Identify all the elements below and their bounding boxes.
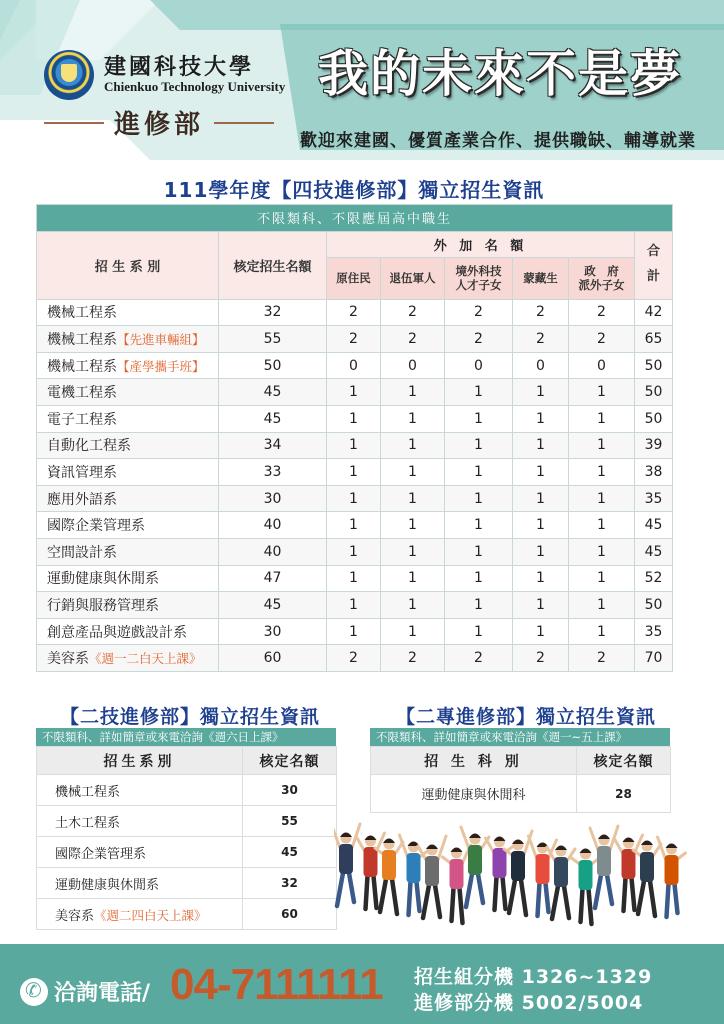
header-quota: 核定招生名額 <box>219 231 327 299</box>
cell-e5: 1 <box>569 405 635 432</box>
cell-e2: 2 <box>381 645 445 672</box>
cell-e2: 1 <box>381 432 445 459</box>
dept-label: 應用外語系 <box>47 491 117 508</box>
dept-name <box>37 352 219 379</box>
dept-label: 行銷與服務管理系 <box>47 597 159 614</box>
table-row <box>371 775 671 813</box>
dept-note: 《週二四白天上課》 <box>94 907 207 923</box>
cell-quota: 55 <box>243 806 337 837</box>
cell-e2: 2 <box>381 299 445 326</box>
dept-name <box>37 538 219 565</box>
cell-e2: 1 <box>381 512 445 539</box>
phone-number[interactable]: 04-7111111 <box>170 960 383 1009</box>
school-name-cn: 建國科技大學 <box>104 54 255 80</box>
students-jumping-illustration <box>334 820 694 942</box>
dept-name <box>37 379 219 406</box>
cell-e3: 1 <box>445 618 513 645</box>
two-year-note: 不限類科、詳如簡章或來電洽詢《週六日上課》 <box>36 728 336 746</box>
cell-e4: 2 <box>513 645 569 672</box>
cell-e3: 1 <box>445 432 513 459</box>
cell-e2: 1 <box>381 538 445 565</box>
cell-e1: 1 <box>327 485 381 512</box>
dept-name <box>37 618 219 645</box>
department-name: 進修部 <box>113 110 204 140</box>
dept-label: 自動化工程系 <box>47 438 131 455</box>
dept-label: 電機工程系 <box>47 385 117 402</box>
cell-e5: 1 <box>569 459 635 486</box>
dept-name <box>37 899 243 930</box>
cell-e1: 2 <box>327 326 381 353</box>
student-figure <box>615 835 643 911</box>
table-row <box>37 299 673 326</box>
dept-label: 運動健康與休閒系 <box>55 877 160 893</box>
cell-quota: 28 <box>577 775 671 813</box>
cell-e4: 1 <box>513 459 569 486</box>
dept-name <box>37 485 219 512</box>
junior-table-body <box>371 775 671 813</box>
cell-e1: 0 <box>327 352 381 379</box>
cell-total: 35 <box>635 485 673 512</box>
cell-e5: 2 <box>569 645 635 672</box>
admission-extension: 招生組分機 1326~1329 <box>414 966 653 988</box>
cell-quota: 55 <box>219 326 327 353</box>
dept-label: 美容系 <box>55 908 95 924</box>
dept-name <box>37 645 219 672</box>
cell-total: 50 <box>635 352 673 379</box>
cell-total: 52 <box>635 565 673 592</box>
table-row <box>37 837 337 868</box>
cell-quota: 32 <box>243 868 337 899</box>
dept-name <box>37 432 219 459</box>
two-year-table-body <box>37 775 337 930</box>
cell-total: 35 <box>635 618 673 645</box>
cell-e1: 1 <box>327 405 381 432</box>
cell-e2: 2 <box>381 326 445 353</box>
two-year-header-dept: 招生系別 <box>37 747 243 775</box>
cell-total: 42 <box>635 299 673 326</box>
table-row <box>37 899 337 930</box>
cell-e1: 1 <box>327 512 381 539</box>
dept-label: 國際企業管理系 <box>55 846 147 862</box>
junior-header-quota: 核定名額 <box>577 747 671 775</box>
school-name-en: Chienkuo Technology University <box>104 79 286 94</box>
student-figure <box>547 846 575 920</box>
cell-e3: 1 <box>445 459 513 486</box>
cell-e2: 1 <box>381 565 445 592</box>
dept-name <box>37 299 219 326</box>
cell-e5: 1 <box>569 565 635 592</box>
table-caption: 不限類科、不限應屆高中職生 <box>37 205 673 232</box>
student-figure <box>375 839 403 915</box>
cell-e3: 1 <box>445 379 513 406</box>
cell-total: 65 <box>635 326 673 353</box>
dept-note: 《週一二白天上課》 <box>89 651 202 667</box>
dept-name <box>37 775 243 806</box>
cell-e3: 1 <box>445 592 513 619</box>
dept-label: 機械工程系 <box>47 305 117 322</box>
student-figure <box>504 831 532 915</box>
cell-e3: 1 <box>445 565 513 592</box>
cell-e4: 1 <box>513 618 569 645</box>
cell-quota: 45 <box>219 379 327 406</box>
table-row <box>37 806 337 837</box>
slogan: 我的未來不是夢 <box>318 44 682 103</box>
cell-e5: 1 <box>569 485 635 512</box>
student-figure <box>357 833 385 909</box>
cell-e5: 0 <box>569 352 635 379</box>
cell-e4: 2 <box>513 299 569 326</box>
cell-quota: 60 <box>243 899 337 930</box>
cell-quota: 40 <box>219 538 327 565</box>
dept-label: 國際企業管理系 <box>47 518 145 535</box>
cell-e5: 1 <box>569 432 635 459</box>
header-extra-indigenous: 原住民 <box>327 257 381 299</box>
cell-total: 50 <box>635 379 673 406</box>
cell-quota: 60 <box>219 645 327 672</box>
cell-e2: 0 <box>381 352 445 379</box>
cell-e5: 2 <box>569 326 635 353</box>
cell-e5: 1 <box>569 618 635 645</box>
cell-quota: 40 <box>219 512 327 539</box>
cell-e1: 1 <box>327 618 381 645</box>
dept-name <box>37 592 219 619</box>
table-row <box>37 868 337 899</box>
junior-title: 【二專進修部】獨立招生資訊 <box>396 706 657 728</box>
cell-quota: 30 <box>219 485 327 512</box>
cell-e2: 1 <box>381 485 445 512</box>
header-total: 合 計 <box>635 231 673 299</box>
two-year-header-quota: 核定名額 <box>243 747 337 775</box>
table-row <box>37 405 673 432</box>
cell-e5: 1 <box>569 512 635 539</box>
dept-name <box>37 837 243 868</box>
cell-e4: 1 <box>513 405 569 432</box>
dept-name <box>37 459 219 486</box>
dept-name <box>37 326 219 353</box>
junior-table <box>370 746 671 813</box>
cell-e1: 1 <box>327 432 381 459</box>
header-extra-mongol-tibet: 蒙藏生 <box>513 257 569 299</box>
cell-e5: 2 <box>569 299 635 326</box>
dept-name <box>37 868 243 899</box>
header-extra-gov: 政 府 派外子女 <box>569 257 635 299</box>
cell-quota: 45 <box>243 837 337 868</box>
cell-total: 50 <box>635 405 673 432</box>
cell-e1: 2 <box>327 645 381 672</box>
two-year-title: 【二技進修部】獨立招生資訊 <box>60 706 321 728</box>
cell-e4: 1 <box>513 538 569 565</box>
cell-e5: 1 <box>569 538 635 565</box>
junior-note: 不限類科、詳如簡章或來電洽詢《週一~五上課》 <box>370 728 670 746</box>
cell-e4: 2 <box>513 326 569 353</box>
table-row <box>37 775 337 806</box>
table-row <box>37 432 673 459</box>
cell-quota: 30 <box>219 618 327 645</box>
cell-e4: 1 <box>513 565 569 592</box>
student-figure <box>572 849 600 925</box>
dept-label: 機械工程系 <box>47 358 117 375</box>
header-banner <box>0 0 724 165</box>
four-year-table <box>36 204 673 672</box>
cell-quota: 32 <box>219 299 327 326</box>
student-figure <box>418 836 446 918</box>
phone-label: 洽詢電話/ <box>54 981 151 1006</box>
header-extra-overseas: 境外科技 人才子女 <box>445 257 513 299</box>
student-figure <box>443 845 471 923</box>
dept-name <box>37 405 219 432</box>
cell-e4: 1 <box>513 512 569 539</box>
cell-e1: 1 <box>327 538 381 565</box>
phone-icon <box>20 978 48 1006</box>
dept-label: 資訊管理系 <box>47 464 117 481</box>
header-extra: 外 加 名 額 <box>327 231 635 257</box>
cell-e2: 1 <box>381 459 445 486</box>
dept-name: 運動健康與休閒科 <box>371 775 577 813</box>
four-year-table-wrap <box>36 204 672 672</box>
dept-note: 【先進車輛組】 <box>117 331 205 347</box>
cell-e1: 1 <box>327 379 381 406</box>
cell-e5: 1 <box>569 379 635 406</box>
table-row <box>37 512 673 539</box>
cell-total: 39 <box>635 432 673 459</box>
dept-label: 運動健康與休閒系 <box>47 571 159 588</box>
cell-e1: 2 <box>327 299 381 326</box>
dept-label: 創意產品與遊戲設計系 <box>47 624 187 641</box>
cell-e3: 2 <box>445 299 513 326</box>
dept-label: 機械工程系 <box>55 784 121 800</box>
cell-total: 70 <box>635 645 673 672</box>
dept-label: 美容系 <box>47 651 89 668</box>
cell-quota: 47 <box>219 565 327 592</box>
cell-e5: 1 <box>569 592 635 619</box>
two-year-table <box>36 746 337 930</box>
cell-e2: 1 <box>381 618 445 645</box>
table-row <box>37 352 673 379</box>
cell-e4: 1 <box>513 432 569 459</box>
cell-total: 50 <box>635 592 673 619</box>
student-figure <box>400 835 428 915</box>
dept-label: 電子工程系 <box>47 411 117 428</box>
cell-e2: 1 <box>381 592 445 619</box>
cell-quota: 50 <box>219 352 327 379</box>
student-figure <box>529 836 557 916</box>
cell-e3: 1 <box>445 485 513 512</box>
table-row <box>37 592 673 619</box>
header-dept: 招 生 系 別 <box>37 231 219 299</box>
four-year-table-body <box>37 299 673 671</box>
table-row <box>37 538 673 565</box>
cell-e4: 1 <box>513 592 569 619</box>
junior-header-dept: 招 生 科 別 <box>371 747 577 775</box>
student-figure <box>633 841 661 917</box>
table-row <box>37 379 673 406</box>
dept-label: 機械工程系 <box>47 331 117 348</box>
cell-quota: 30 <box>243 775 337 806</box>
student-figure <box>658 837 686 917</box>
main-title: 111學年度【四技進修部】獨立招生資訊 <box>163 178 545 202</box>
dept-label: 土木工程系 <box>55 815 121 831</box>
dept-name <box>37 565 219 592</box>
cell-e3: 1 <box>445 405 513 432</box>
table-row <box>37 618 673 645</box>
cell-e3: 0 <box>445 352 513 379</box>
cell-e4: 1 <box>513 485 569 512</box>
cell-e2: 1 <box>381 379 445 406</box>
cell-total: 38 <box>635 459 673 486</box>
cell-e1: 1 <box>327 565 381 592</box>
cell-e4: 1 <box>513 379 569 406</box>
cell-quota: 45 <box>219 405 327 432</box>
tagline: 歡迎來建國、優質產業合作、提供職缺、輔導就業 <box>300 131 696 151</box>
cell-e4: 0 <box>513 352 569 379</box>
header-extra-veteran: 退伍軍人 <box>381 257 445 299</box>
cell-e3: 1 <box>445 512 513 539</box>
table-row <box>37 565 673 592</box>
university-logo <box>44 50 94 100</box>
table-row <box>37 326 673 353</box>
cell-total: 45 <box>635 512 673 539</box>
continuing-ed-extension: 進修部分機 5002/5004 <box>414 992 644 1014</box>
cell-quota: 33 <box>219 459 327 486</box>
dept-name <box>37 806 243 837</box>
table-row <box>37 645 673 672</box>
cell-e3: 2 <box>445 326 513 353</box>
table-row <box>37 485 673 512</box>
cell-quota: 34 <box>219 432 327 459</box>
cell-quota: 45 <box>219 592 327 619</box>
dept-label: 空間設計系 <box>47 544 117 561</box>
cell-e1: 1 <box>327 592 381 619</box>
dept-note: 【產學攜手班】 <box>117 358 205 374</box>
cell-e1: 1 <box>327 459 381 486</box>
cell-e2: 1 <box>381 405 445 432</box>
cell-e3: 1 <box>445 538 513 565</box>
cell-total: 45 <box>635 538 673 565</box>
cell-e3: 2 <box>445 645 513 672</box>
table-row <box>37 459 673 486</box>
dept-name <box>37 512 219 539</box>
